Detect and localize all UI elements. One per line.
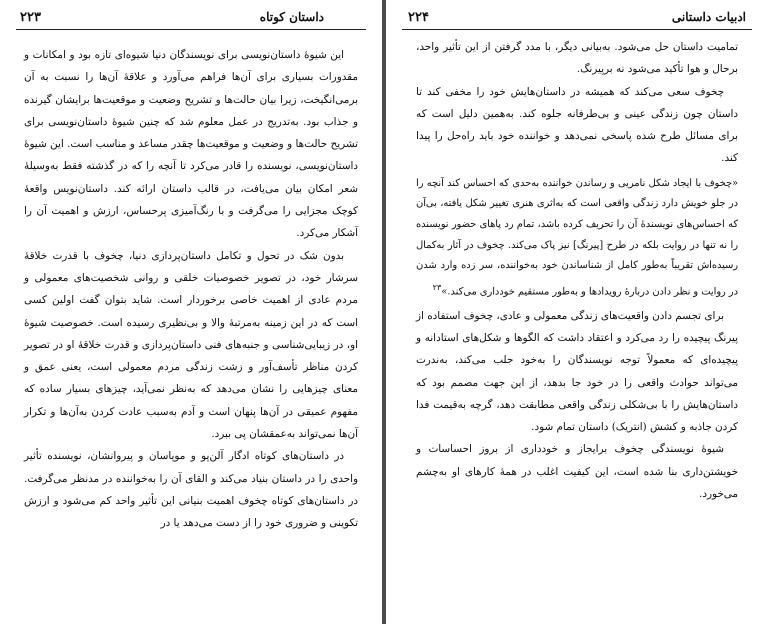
footnote-marker: ۲۳ — [432, 281, 442, 292]
right-paragraph-4: شیوهٔ نویسندگی چخوف برایجاز و خودداری از بروز احساسات و خویشتن‌داری بنا شده است، این کیفیت اغلب در همهٔ کارهای او به‌چشم می‌خورد. — [416, 443, 738, 500]
left-page-header — [18, 8, 364, 28]
left-paragraph-3: در داستان‌های کوتاه ادگار آلن‌پو و موپاسان و پیروانشان، نویسنده تأثیر واحدی را در داستان بنیاد می‌کند و القای آن را به‌خواننده در مدنظر می‌گرفت. در داستان‌های کوتاه چخوف اهمیت بنیانی این تأثیر واحد کم می‌شود و ارزش تکوینی و ضروری خود را از دست می‌دهد یا در — [24, 450, 358, 530]
block-quote — [416, 174, 738, 303]
right-paragraph-2: چخوف سعی می‌کند که همیشه در داستان‌هایش خود را مخفی کند تا داستان چون زندگی عینی و بی‌طرفانه جلوه کند. به‌همین دلیل است که برای مسائل طرح شده پاسخی نمی‌دهد و خواننده خود باید راه‌حل را پیدا کند. — [416, 85, 738, 165]
right-page-body — [416, 36, 738, 505]
left-paragraph-2: بدون شک در تحول و تکامل داستان‌پردازی دنیا، چخوف با قدرت خلاقهٔ سرشار خود، در تصویر خصوصیات خلقی و روانی شخصیت‌های معمولی و مردم عادی از اهمیت خاصی برخوردار است. شاید بتوان گفت اولین کسی است که در این زمینه به‌مرتبهٔ والا و بی‌نظیری رسیده است. خصوصیت شیوهٔ او، در زیبایی‌شناسی و جنبه‌های فنی داستان‌پردازی و قدرت خلاقهٔ او در تصویر کردن مناظر تأسف‌آور و زشت زندگی مردم معمولی است، یعنی عمق و معنای چیزهایی را نشان می‌دهد که به‌نظر نمی‌آید، چیزهای بسیار ساده که مفهوم عمیقی در آن‌ها پنهان است و آدم به‌سبب عادت کردن به‌آن‌ها و تکرار آن‌ها نمی‌تواند به‌عمقشان پی ببرد. — [24, 249, 358, 441]
right-header-rule — [402, 29, 752, 30]
right-page — [386, 0, 768, 624]
left-header-rule — [16, 29, 366, 30]
left-paragraph-1: این شیوهٔ داستان‌نویسی برای نویسندگان دنیا شیوه‌ای تازه بود و امکانات و مقدورات بسیاری برای آن‌ها فراهم می‌آورد و علاقهٔ آن‌ها را نسبت به آن برمی‌انگیخت، زیرا بیان حالت‌ها و تشریح وضعیت و موقعیت‌ها برایشان گیرنده و جذاب بود. به‌تدریج در عمل معلوم شد که چنین شیوهٔ داستان‌نویسی برای تشریح حالت‌ها و وضعیت و موقعیت‌ها چقدر مساعد و مناسب است. این شیوهٔ داستان‌نویسی، نویسنده را قادر می‌کرد تا آنچه را که در گذشته فقط به‌وسیلهٔ شعر امکان بیان می‌یافت، در قالب داستان ارائه کند. داستان‌نویس واقعهٔ کوچک مجزایی را می‌گرفت و با رنگ‌آمیزی پرحساس، ارزش و اهمیت آن را آشکار می‌کرد. — [24, 49, 358, 240]
right-page-number: ۲۲۴ — [408, 10, 429, 25]
right-paragraph-1: تمامیت داستان حل می‌شود. به‌بیانی دیگر، با مدد گرفتن از این تأثیر واحد، برحال و هوا تأکید می‌شود نه برپیرنگ. — [416, 41, 738, 76]
right-paragraph-3: برای تجسم دادن واقعیت‌های زندگی معمولی و عادی، چخوف استفاده از پیرنگ پیچیده را رد می‌کرد و اعتقاد داشت که الگوها و شکل‌های استادانه و پیچیده‌ای که معمولاً توجه نویسندگان را به‌خود جلب می‌کند، به‌ندرت می‌تواند حوادث واقعی را در خود جا بدهد، از این جهت مصمم بود که داستان‌هایش را با بی‌شکلی زندگی واقعی مطابقت دهد، گرچه به‌قیمت فدا کردن جاذبه و کشش (انتریک) داستان تمام شود. — [416, 309, 738, 434]
left-page-number: ۲۲۳ — [20, 10, 41, 25]
block-quote-text: «چخوف با ایجاد شکل نامریی و رساندن خواننده به‌حدی که احساس کند آنچه را در جلو خویش دارد زندگی واقعی است که به‌اثری هنری تغییر شکل یافته، بی‌آن که احساس‌های نویسندهٔ آن را تحریف کرده باشد، تمام رد پاهای حضور نویسنده را نه تنها در روایت بلکه در طرح [پیرنگ] نیز پاک می‌کند. چخوف در آثار به‌کمال رسیده‌اش تقریباً به‌طور کامل از شناساندن خود به‌خواننده، سر زده وارد شدن در روایت و نظر دادن دربارهٔ رویدادها و به‌طور مستقیم خودداری می‌کند.» — [416, 177, 738, 298]
right-page-header — [404, 8, 750, 28]
left-page-body — [24, 44, 358, 535]
left-page — [0, 0, 382, 624]
right-running-title: ادبیات داستانی — [671, 10, 746, 24]
left-running-title: داستان کوتاه — [259, 10, 324, 24]
